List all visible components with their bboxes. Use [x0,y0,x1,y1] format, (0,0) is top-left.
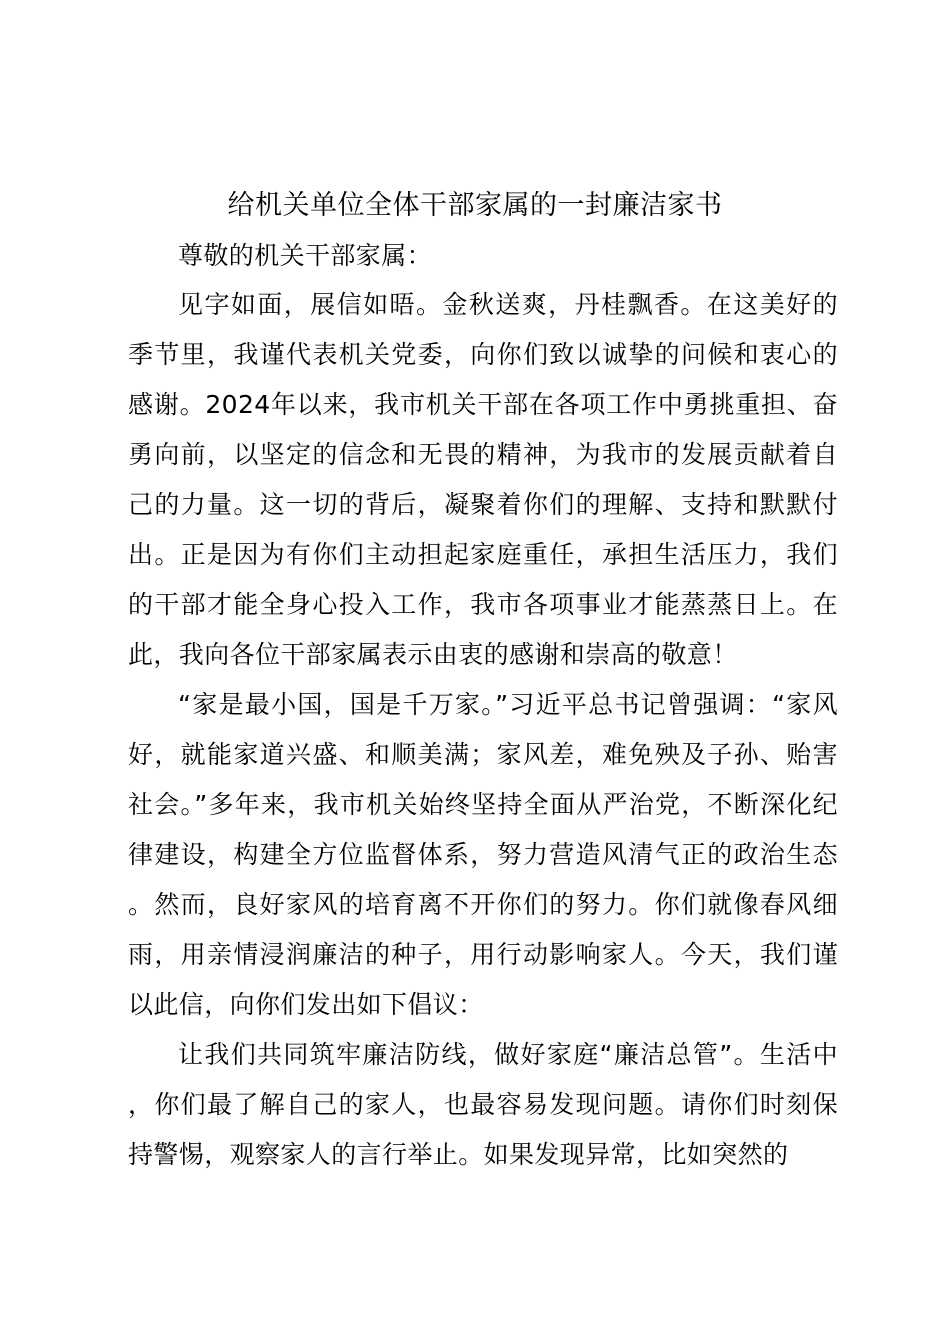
document-title: 给机关单位全体干部家属的一封廉洁家书 [227,190,723,221]
paragraph-2: “家是最小国，国是千万家。”习近平总书记曾强调：“家风好，就能家道兴盛、和顺美满；家风差，难免殃及子孙、贻害社会。”多年来，我市机关始终坚持全面从严治党，不断深化纪律建设，构建全方位监督体系，努力营造风清气正的政治生态。然而，良好家风的培育离不开你们的努力。你们就像春风细雨，用亲情浸润廉洁的种子，用行动影响家人。今天，我们谨以此信，向你们发出如下倡议： [128,690,838,1019]
document-body [128,232,838,1180]
paragraph-3: 让我们共同筑牢廉洁防线，做好家庭“廉洁总管”。生活中，你们最了解自己的家人，也最容易发现问题。请你们时刻保持警惕，观察家人的言行举止。如果发现异常，比如突然的 [128,1040,838,1169]
salutation: 尊敬的机关干部家属： [178,241,433,270]
paragraph-1: 见字如面，展信如晤。金秋送爽，丹桂飘香。在这美好的季节里，我谨代表机关党委，向你们致以诚挚的问候和衷心的感谢。2024年以来，我市机关干部在各项工作中勇挑重担、奋勇向前，以坚定的信念和无畏的精神，为我市的发展贡献着自己的力量。这一切的背后，凝聚着你们的理解、支持和默默付出。正是因为有你们主动担起家庭重任，承担生活压力，我们的干部才能全身心投入工作，我市各项事业才能蒸蒸日上。在此，我向各位干部家属表示由衷的感谢和崇高的敬意！ [128,290,838,669]
